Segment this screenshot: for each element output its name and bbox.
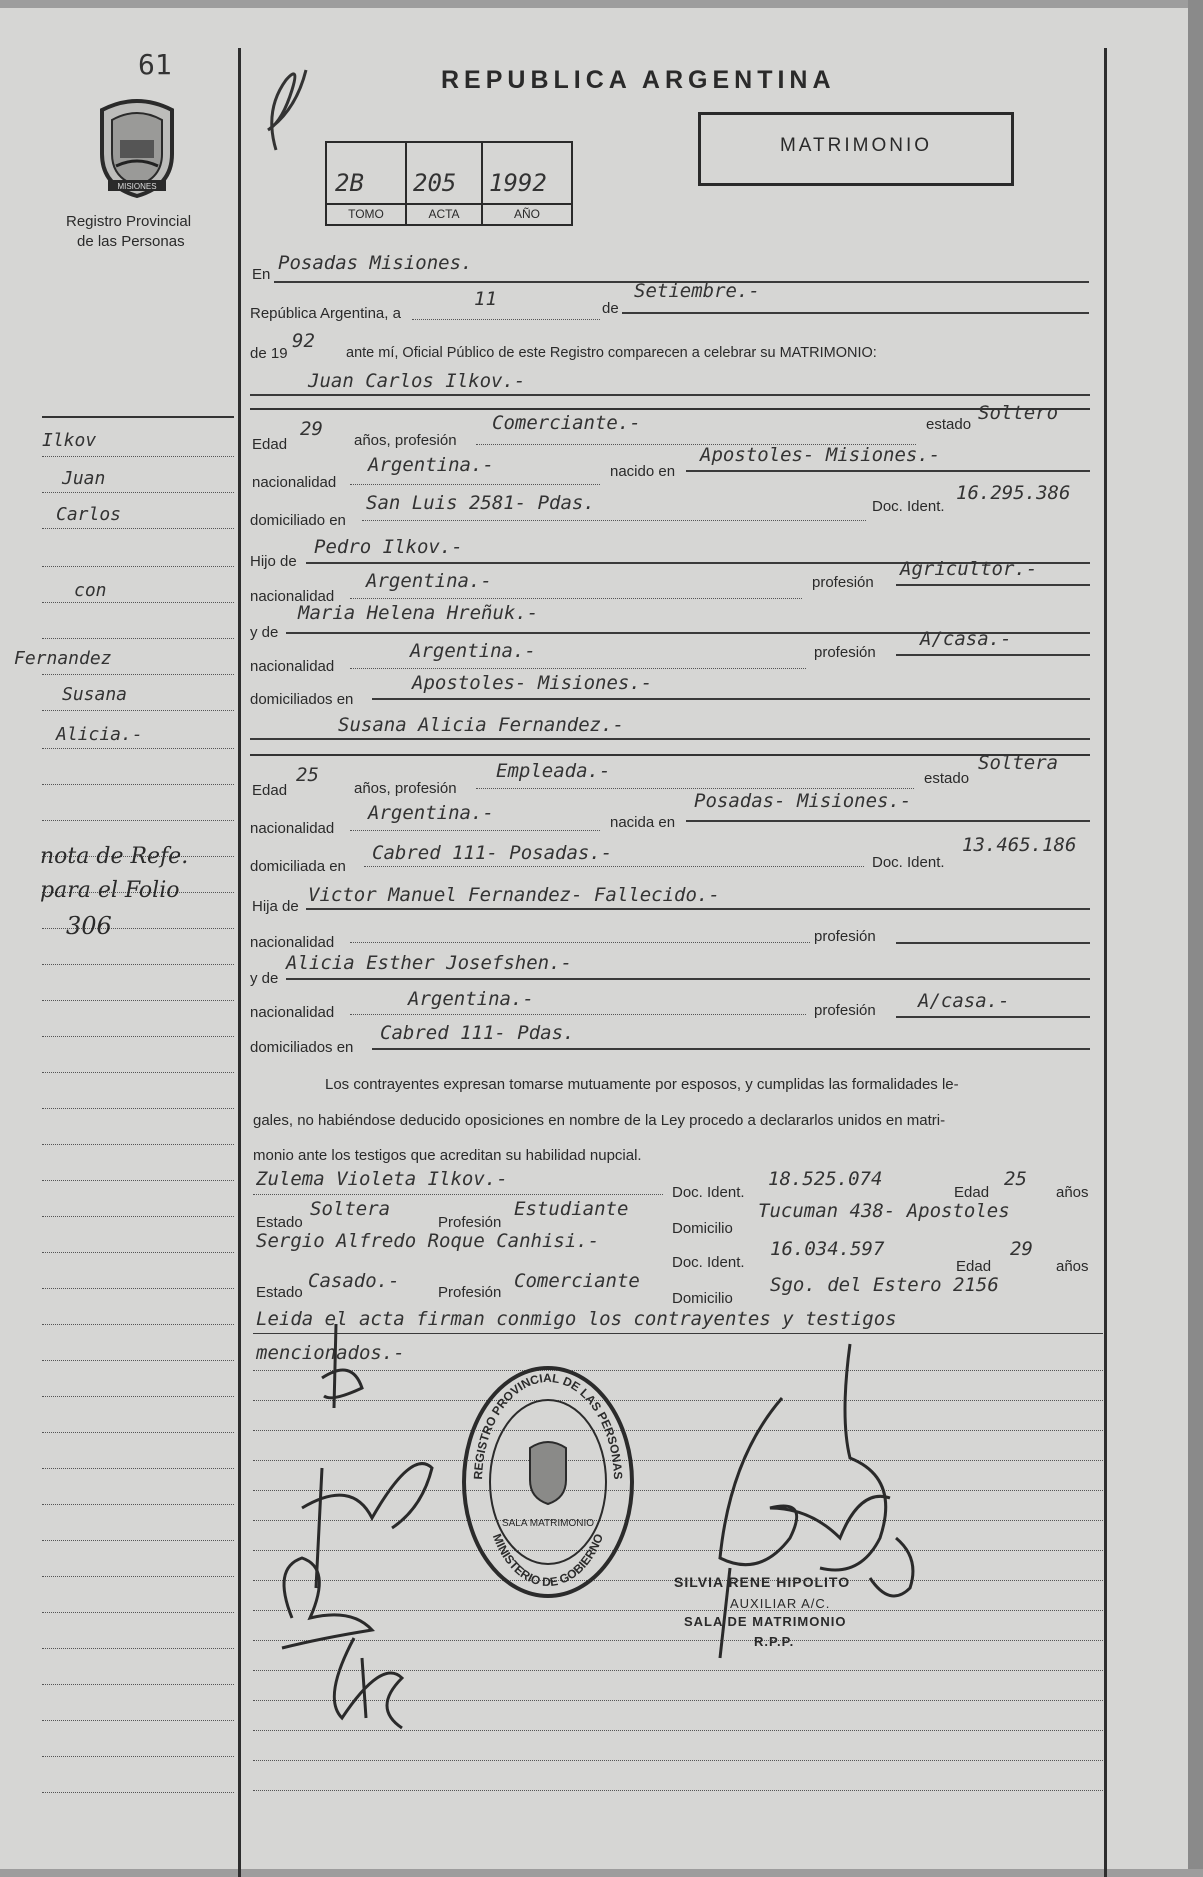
label-y-de: y de <box>250 970 279 987</box>
registry-name-line2: de las Personas <box>77 233 185 250</box>
label-witness2-edad: Edad <box>956 1258 992 1275</box>
right-frame-line <box>1104 48 1107 1877</box>
label-witness2-anos: años <box>1056 1258 1089 1275</box>
margin-given1a: Juan <box>62 468 106 489</box>
label-de: de <box>602 300 619 317</box>
label-witness1-edad: Edad <box>954 1184 990 1201</box>
label-nacionalidad: nacionalidad <box>250 934 335 951</box>
official-seal-icon <box>460 1364 636 1600</box>
label-hija-de: Hija de <box>252 898 299 915</box>
witness2-profession: Comerciante <box>514 1270 640 1292</box>
bride-status: Soltera <box>978 752 1059 774</box>
registry-emblem-icon <box>94 96 180 198</box>
page-number: 61 <box>138 48 172 81</box>
label-de19: de 19 <box>250 345 288 362</box>
groom-parents-address: Apostoles- Misiones.- <box>412 672 653 694</box>
label-nacionalidad: nacionalidad <box>250 658 335 675</box>
groom-address: San Luis 2581- Pdas. <box>366 492 595 514</box>
label-profesion: profesión <box>812 574 874 591</box>
svg-text:MINISTERIO DE GOBIERNO: MINISTERIO DE GOBIERNO <box>489 1531 607 1590</box>
label-profesion: profesión <box>814 928 876 945</box>
witness2-name: Sergio Alfredo Roque Canhisi.- <box>256 1230 600 1252</box>
label-estado: estado <box>924 770 970 787</box>
label-profesion: profesión <box>814 644 876 661</box>
stamp-officer-name: SILVIA RENE HIPOLITO <box>674 1574 851 1590</box>
label-hijo-de: Hijo de <box>250 553 297 570</box>
label-nacionalidad: nacionalidad <box>250 820 335 837</box>
month-value: Setiembre.- <box>634 280 760 302</box>
page-edge <box>1188 0 1203 1869</box>
certificate-type-box <box>698 112 1014 186</box>
witness1-age: 25 <box>1004 1168 1027 1190</box>
label-witness1-anos: años <box>1056 1184 1089 1201</box>
label-witness1-doc: Doc. Ident. <box>672 1184 745 1201</box>
label-domiciliados-en: domiciliados en <box>250 691 354 708</box>
declaration-line3: monio ante los testigos que acreditan su habilidad nupcial. <box>253 1147 642 1164</box>
witness2-address: Sgo. del Estero 2156 <box>770 1274 999 1296</box>
place-value: Posadas Misiones. <box>278 252 473 274</box>
groom-profession: Comerciante.- <box>492 412 641 434</box>
country-title: REPUBLICA ARGENTINA <box>441 66 836 94</box>
registry-name-line1: Registro Provincial <box>66 213 192 230</box>
margin-note-line1: nota de Refe. <box>40 844 189 869</box>
bride-name: Susana Alicia Fernandez.- <box>338 714 624 736</box>
label-doc-ident: Doc. Ident. <box>872 498 945 515</box>
document-page <box>0 8 1188 1869</box>
groom-father: Pedro Ilkov.- <box>314 536 463 558</box>
svg-text:SALA MATRIMONIO: SALA MATRIMONIO <box>501 1518 595 1529</box>
bride-doc: 13.465.186 <box>962 834 1077 856</box>
record-year-value: 1992 <box>489 169 547 197</box>
label-en: En <box>252 266 271 283</box>
margin-given2a: Susana <box>62 684 128 705</box>
witness1-profession: Estudiante <box>514 1198 629 1220</box>
label-domiciliada-en: domiciliada en <box>250 858 346 875</box>
groom-age: 29 <box>300 418 323 440</box>
label-republica: República Argentina, a <box>250 305 401 322</box>
groom-father-profession: Agricultor.- <box>900 558 1038 580</box>
margin-given2b: Alicia.- <box>56 724 143 745</box>
label-witness2-domicilio: Domicilio <box>672 1290 733 1307</box>
margin-surname2: Fernandez <box>14 648 112 669</box>
closing-line2: mencionados.- <box>256 1342 405 1364</box>
svg-text:REGISTRO PROVINCIAL DE LAS PER: REGISTRO PROVINCIAL DE LAS PERSONAS <box>470 1370 626 1480</box>
stamp-office: SALA DE MATRIMONIO <box>684 1614 847 1629</box>
record-tomo-value: 2B <box>335 169 364 197</box>
bride-nationality: Argentina.- <box>368 802 494 824</box>
record-tomo-label: TOMO <box>348 207 384 221</box>
groom-father-nationality: Argentina.- <box>366 570 492 592</box>
label-witness1-domicilio: Domicilio <box>672 1220 733 1237</box>
witness2-age: 29 <box>1010 1238 1033 1260</box>
label-nacionalidad: nacionalidad <box>250 588 335 605</box>
witness2-status: Casado.- <box>308 1270 400 1292</box>
year-suffix-value: 92 <box>292 330 315 352</box>
witness1-status: Soltera <box>310 1198 391 1220</box>
declaration-line2: gales, no habiéndose deducido oposiciones en nombre de la Ley procedo a declararlos unidos en matri- <box>253 1112 946 1129</box>
groom-mother-profession: A/casa.- <box>920 628 1012 650</box>
label-estado: estado <box>926 416 972 433</box>
label-anos-profesion: años, profesión <box>354 432 457 449</box>
label-anos-profesion: años, profesión <box>354 780 457 797</box>
label-nacionalidad: nacionalidad <box>250 1004 335 1021</box>
margin-note-line3: 306 <box>66 912 112 940</box>
bride-mother-profession: A/casa.- <box>918 990 1010 1012</box>
groom-birthplace: Apostoles- Misiones.- <box>700 444 941 466</box>
label-ante: ante mí, Oficial Público de este Registro comparecen a celebrar su MATRIMONIO: <box>346 345 877 361</box>
day-value: 11 <box>474 288 497 310</box>
label-witness2-estado: Estado <box>256 1284 303 1301</box>
label-witness2-profesion: Profesión <box>438 1284 502 1301</box>
stamp-officer-role: AUXILIAR A/C. <box>730 1596 831 1611</box>
bride-parents-address: Cabred 111- Pdas. <box>380 1022 575 1044</box>
witness1-doc: 18.525.074 <box>768 1168 883 1190</box>
bride-father: Victor Manuel Fernandez- Fallecido.- <box>308 884 720 906</box>
stamp-registry: R.P.P. <box>754 1634 795 1649</box>
groom-mother-nationality: Argentina.- <box>410 640 536 662</box>
record-box <box>325 141 573 226</box>
label-profesion: profesión <box>814 1002 876 1019</box>
witness1-name: Zulema Violeta Ilkov.- <box>256 1168 508 1190</box>
certificate-type: MATRIMONIO <box>779 135 933 156</box>
margin-given1b: Carlos <box>56 504 122 525</box>
signatures-left-icon <box>262 1318 472 1738</box>
bride-mother-nationality: Argentina.- <box>408 988 534 1010</box>
groom-nationality: Argentina.- <box>368 454 494 476</box>
groom-mother: Maria Helena Hreñuk.- <box>298 602 539 624</box>
bride-address: Cabred 111- Posadas.- <box>372 842 613 864</box>
groom-name: Juan Carlos Ilkov.- <box>308 370 526 392</box>
label-nacionalidad: nacionalidad <box>252 474 337 491</box>
record-acta-label: ACTA <box>428 207 460 221</box>
groom-status: Soltero <box>978 402 1059 424</box>
label-domiciliados-en: domiciliados en <box>250 1039 354 1056</box>
initial-signature-icon <box>256 60 312 160</box>
svg-text:MISIONES: MISIONES <box>117 182 157 191</box>
bride-age: 25 <box>296 764 319 786</box>
record-year-label: AÑO <box>513 207 540 221</box>
bride-profession: Empleada.- <box>496 760 611 782</box>
label-witness2-doc: Doc. Ident. <box>672 1254 745 1271</box>
declaration-line1: Los contrayentes expresan tomarse mutuamente por esposos, y cumplidas las formalidades le- <box>325 1076 959 1093</box>
witness2-doc: 16.034.597 <box>770 1238 885 1260</box>
label-witness1-profesion: Profesión <box>438 1214 502 1231</box>
label-domiciliado-en: domiciliado en <box>250 512 346 529</box>
label-witness1-estado: Estado <box>256 1214 303 1231</box>
label-edad: Edad <box>252 782 288 799</box>
label-doc-ident: Doc. Ident. <box>872 854 945 871</box>
margin-con: con <box>74 580 107 601</box>
margin-divider <box>238 48 241 1877</box>
bride-birthplace: Posadas- Misiones.- <box>694 790 912 812</box>
margin-surname1: Ilkov <box>42 430 97 451</box>
label-edad: Edad <box>252 436 288 453</box>
closing-line1: Leida el acta firman conmigo los contrayentes y testigos <box>256 1308 897 1330</box>
record-acta-value: 205 <box>413 169 457 197</box>
label-y-de: y de <box>250 624 279 641</box>
witness1-address: Tucuman 438- Apostoles <box>758 1200 1010 1222</box>
label-nacido-en: nacido en <box>610 463 676 480</box>
bride-mother: Alicia Esther Josefshen.- <box>286 952 572 974</box>
margin-note-line2: para el Folio <box>40 878 180 903</box>
groom-doc: 16.295.386 <box>956 482 1071 504</box>
label-nacida-en: nacida en <box>610 814 676 831</box>
